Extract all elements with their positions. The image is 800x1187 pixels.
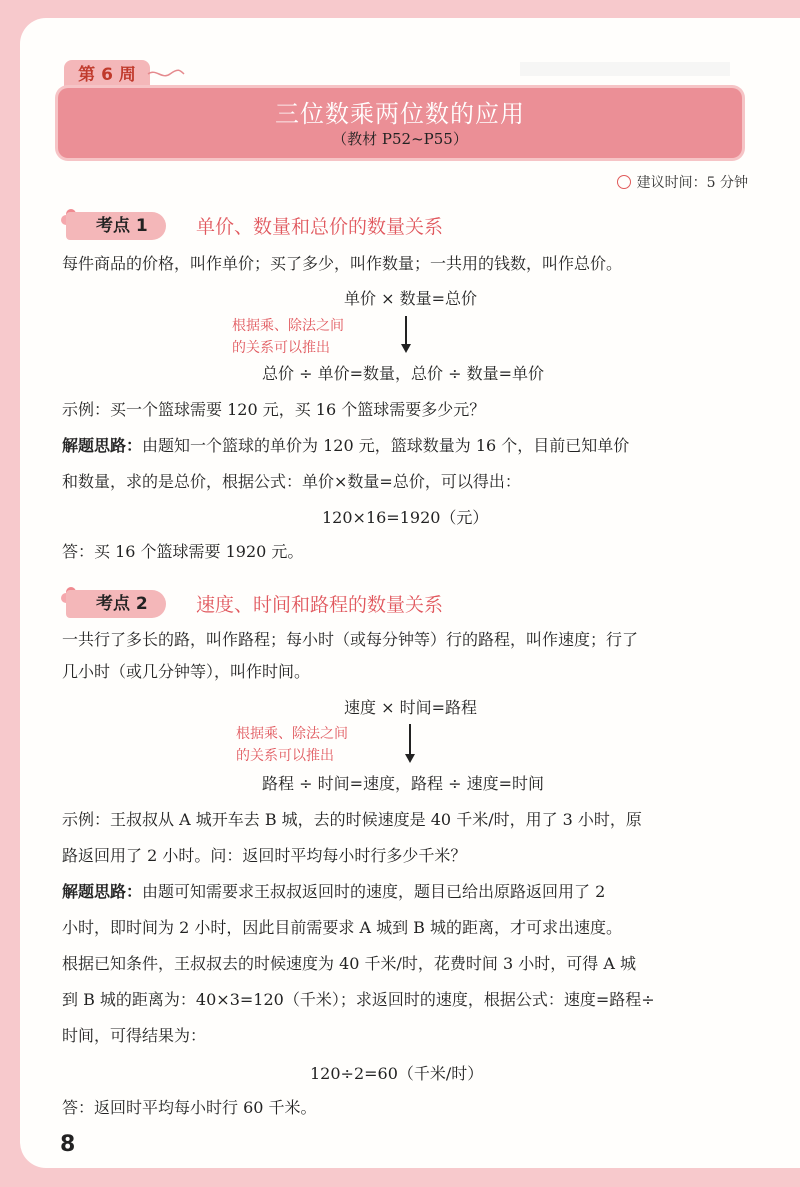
kp1-calc: 120×16=1920（元） — [322, 508, 489, 527]
kp2-intro-2: 几小时（或几分钟等），叫作时间。 — [62, 662, 311, 681]
kp1-tag: 考点 1 — [66, 212, 166, 240]
kp1-thinking-2: 和数量，求的是总价，根据公式：单价×数量=总价，可以得出： — [62, 472, 521, 491]
page-title: 三位数乘两位数的应用 — [275, 100, 525, 128]
kp2-thinking-2: 小时，即时间为 2 小时，因此目前需要求 A 城到 B 城的距离，才可求出速度。 — [62, 918, 623, 937]
kp2-thinking-1 — [62, 882, 605, 902]
suggested-time-text: 建议时间：5 分钟 — [636, 175, 748, 191]
kp2-example-1: 示例：王叔叔从 A 城开车去 B 城，去的时候速度是 40 千米/时，用了 3 小时，原 — [62, 810, 642, 829]
kp1-note-1: 根据乘、除法之间 — [232, 318, 344, 334]
kp1-title: 单价、数量和总价的数量关系 — [196, 216, 444, 238]
kp2-answer: 答：返回时平均每小时行 60 千米。 — [62, 1098, 317, 1117]
kp2-thinking-3: 根据已知条件，王叔叔去的时候速度为 40 千米/时，花费时间 3 小时，可得 A 城 — [62, 954, 637, 973]
kp2-example-2: 路返回用了 2 小时。问：返回时平均每小时行多少千米？ — [62, 846, 467, 865]
down-arrow-icon — [405, 754, 415, 763]
kp2-title: 速度、时间和路程的数量关系 — [196, 594, 444, 616]
kp2-thinking-4: 到 B 城的距离为：40×3=120（千米）；求返回时的速度，根据公式：速度=路程÷ — [62, 990, 655, 1009]
kp1-example: 示例：买一个篮球需要 120 元，买 16 个篮球需要多少元？ — [62, 400, 486, 419]
kp1-intro: 每件商品的价格，叫作单价；买了多少，叫作数量；一共用的钱数，叫作总价。 — [62, 254, 623, 273]
kp2-arrow-line — [409, 724, 411, 756]
kp2-intro-1: 一共行了多长的路，叫作路程；每小时（或每分钟等）行的路程，叫作速度；行了 — [62, 630, 639, 649]
kp1-thinking-1-text: 由题知一个篮球的单价为 120 元，篮球数量为 16 个，目前已知单价 — [142, 436, 630, 455]
kp1-answer: 答：买 16 个篮球需要 1920 元。 — [62, 542, 304, 561]
kp2-tag: 考点 2 — [66, 590, 166, 618]
suggested-time — [617, 172, 748, 192]
kp1-arrow-line — [405, 316, 407, 346]
ribbon-curl-icon — [146, 66, 186, 82]
kp1-thinking-1 — [62, 436, 629, 456]
kp2-thinking-label: 解题思路： — [62, 882, 143, 901]
kp1-formula-top: 单价 × 数量=总价 — [344, 289, 477, 308]
kp2-thinking-1-text: 由题可知需要求王叔叔返回时的速度，题目已给出原路返回用了 2 — [142, 882, 606, 901]
kp2-note-1: 根据乘、除法之间 — [236, 726, 348, 742]
week-tab: 第 6 周 — [64, 60, 150, 90]
down-arrow-icon — [401, 344, 411, 353]
kp2-formula-bottom: 路程 ÷ 时间=速度，路程 ÷ 速度=时间 — [262, 774, 544, 793]
alarm-clock-icon — [617, 175, 631, 189]
kp2-calc: 120÷2=60（千米/时） — [310, 1064, 484, 1083]
kp2-thinking-5: 时间，可得结果为： — [62, 1026, 207, 1045]
page-number: 8 — [60, 1132, 76, 1157]
kp1-note-2: 的关系可以推出 — [232, 340, 330, 356]
kp1-formula-bottom: 总价 ÷ 单价=数量，总价 ÷ 数量=单价 — [262, 364, 544, 383]
page-subtitle: （教材 P52~P55） — [332, 130, 468, 148]
bleed-through — [520, 62, 730, 76]
kp2-note-2: 的关系可以推出 — [236, 748, 334, 764]
kp1-thinking-label: 解题思路： — [62, 436, 143, 455]
kp2-formula-top: 速度 × 时间=路程 — [344, 698, 477, 717]
